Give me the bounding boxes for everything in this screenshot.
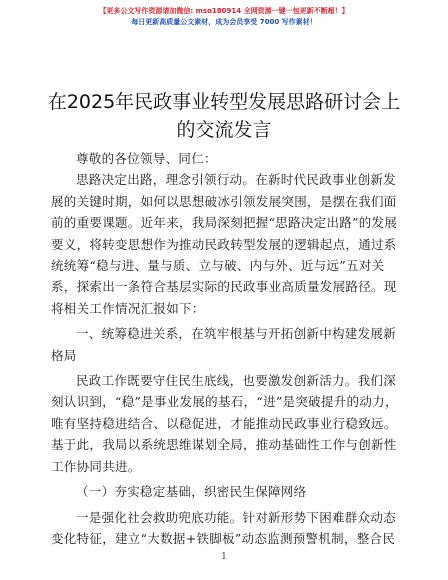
paragraph-section-1: 民政工作既要守住民生底线，也要激发创新活力。我们深刻认识到，“稳”是事业发展的基石，“进”是突破提升的动力，唯有坚持稳进结合、以稳促进，才能推动民政事业行稳致远。基于此，我局以系统思维谋划全局，推动基础性工作与创新性工作协同共进。 bbox=[51, 373, 398, 474]
promo-banner-line2: 每日更新高质量公文素材，成为会员享受 7000 写作素材！ bbox=[131, 18, 317, 26]
salutation: 尊敬的各位领导、同仁： bbox=[76, 151, 217, 166]
page-number: 1 bbox=[221, 552, 227, 562]
section-heading-1: 一、统筹稳进关系，在筑牢根基与开拓创新中构建发展新格局 bbox=[51, 326, 397, 363]
promo-banner-line1: 【更多公文写作资源请加微信: mso180914 全网资源一键一包更新不断超！】 bbox=[99, 7, 349, 15]
paragraph-intro: 思路决定出路，理念引领行动。在新时代民政事业创新发展的关键时期，如何以思想破冰引领发展突围，是摆在我们面前的重要课题。近年来，我局深刻把握“思路决定出路”的发展要义，将转变思想作为推动民政转型发展的逻辑起点，通过系统统筹“稳与进、量与质、立与破、内与外、近与远”五对关系，探索出一条符合基层实际的民政事业高质量发展路径。现将相关工作情况汇报如下： bbox=[51, 172, 398, 316]
document-title: 在2025年民政事业转型发展思路研讨会上的交流发言 bbox=[47, 91, 401, 141]
paragraph-subsection-1: 一是强化社会救助兜底功能。针对新形势下困难群众动态变化特征，建立“大数据+铁脚板”动态监测预警机制，整合民 bbox=[51, 509, 397, 546]
document-body bbox=[51, 148, 401, 549]
subsection-heading-1: （一）夯实稳定基础，织密民生保障网络 bbox=[76, 484, 307, 500]
